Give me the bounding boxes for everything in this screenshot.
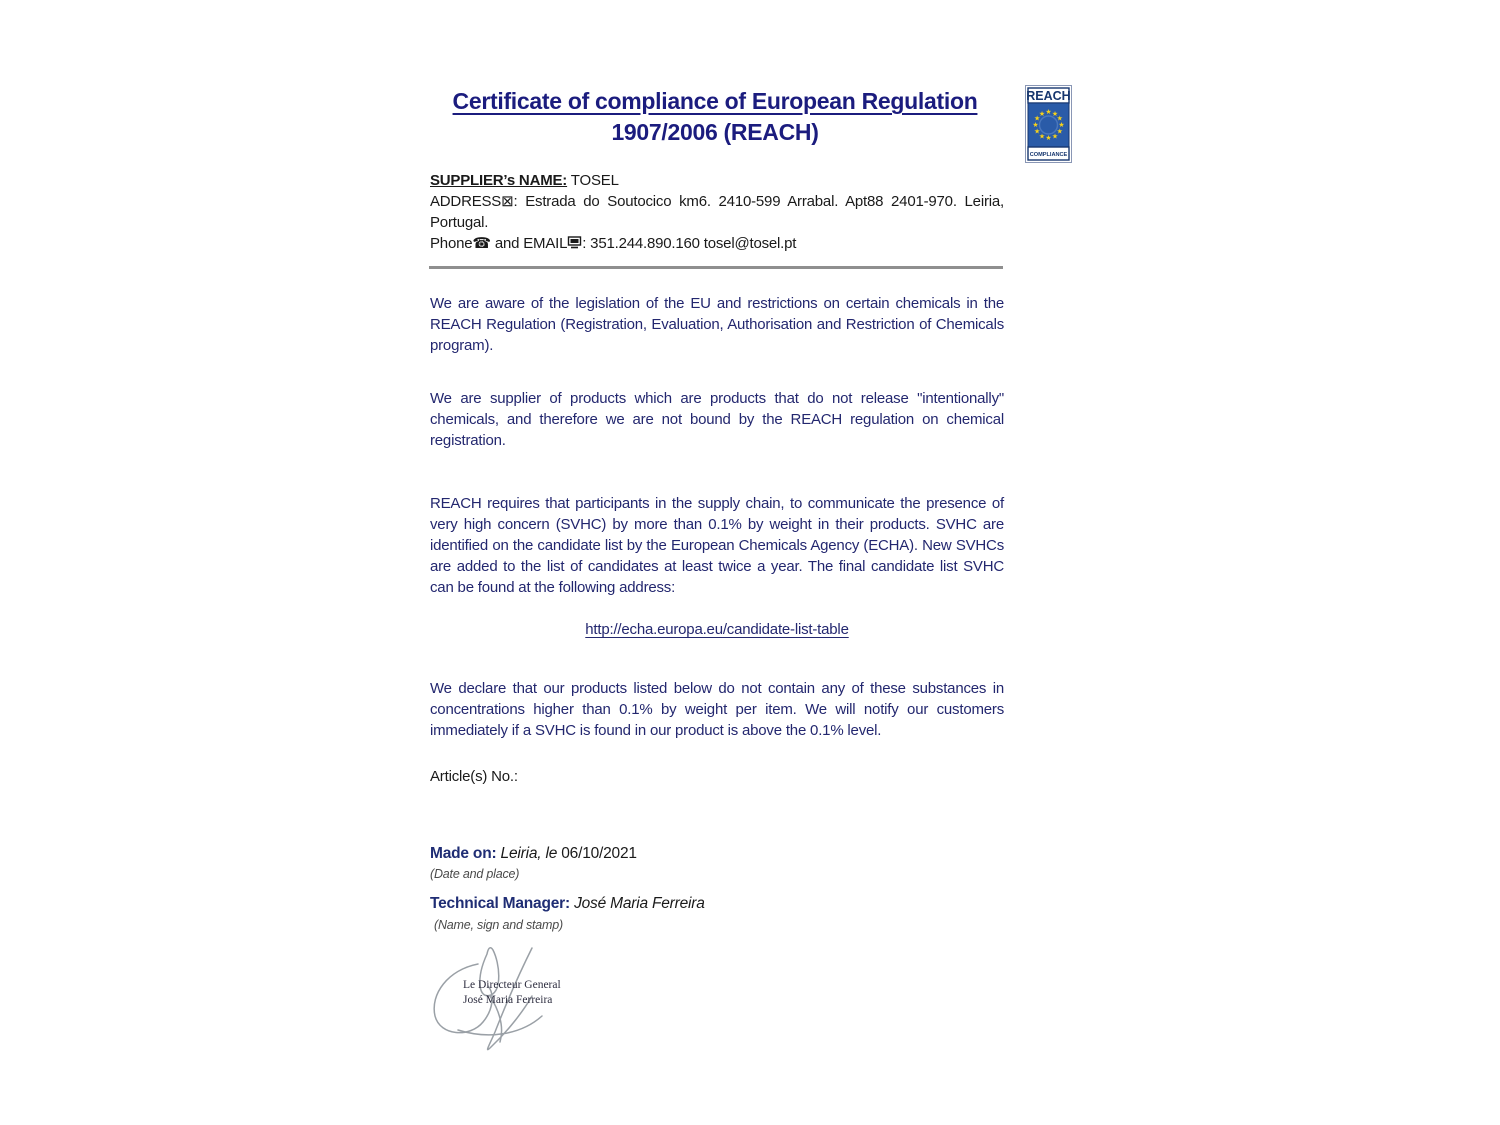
reach-logo-graphic (1025, 85, 1072, 163)
paragraph-svhc-requirements: REACH requires that participants in the supply chain, to communicate the presence of very high concern (SVHC) by more than 0.1% by weight in their products. SVHC are identified on the candidate list by the European Chemicals Agency (ECHA). New SVHCs are added to the list of candidates at least twice a year. The final candidate list SVHC can be found at the following address: (430, 495, 1004, 596)
paragraph-declaration: We declare that our products listed below do not contain any of these substances in concentrations higher than 0.1% by weight per item. We will notify our customers immediately if a SVHC is found in our product is above the 0.1% level. (430, 680, 1004, 739)
svg-text:★: ★ (1034, 127, 1041, 136)
paragraph-supplier-statement: We are supplier of products which are products that do not release "intentionally" chemicals, and therefore we are not bound by the REACH regulation on chemical registration. (430, 390, 1004, 449)
compliance-label: COMPLIANCE (1029, 152, 1068, 158)
svg-text:★: ★ (1038, 132, 1046, 141)
technical-manager-name: José Maria Ferreira (569, 895, 705, 912)
address-value: : Estrada do Soutocico km6. 2410-599 Arrabal. Apt88 2401-970. Leiria, Portugal. (430, 193, 1004, 231)
contact-value: : 351.244.890.160 tosel@tosel.pt (582, 235, 797, 252)
stamp-line-2: José Maria Ferreira (463, 994, 553, 1006)
supplier-name-label: SUPPLIER’s NAME: (430, 172, 568, 189)
article-number-label: Article(s) No.: (430, 768, 518, 785)
paragraph-reach-awareness: We are aware of the legislation of the EU and restrictions on certain chemicals in the REACH Regulation (Registration, Evaluation, Authorisation and Restriction of Chemicals program). (430, 295, 1004, 354)
supplier-name-line (430, 170, 1004, 191)
title-line-2: 1907/2006 (REACH) (611, 119, 819, 145)
reach-compliance-logo (1025, 85, 1072, 163)
supplier-info-block (430, 170, 1004, 254)
supplier-contact-line (430, 233, 1004, 254)
stamp-line-1: Le Directeur General (463, 979, 561, 991)
phone-label: Phone (430, 235, 473, 252)
email-label: and EMAIL (490, 235, 568, 252)
name-sign-stamp-note: (Name, sign and stamp) (434, 918, 563, 932)
svg-text:★: ★ (1045, 134, 1052, 142)
date-place-note: (Date and place) (430, 867, 520, 881)
stamp-text (463, 978, 643, 1008)
candidate-list-link[interactable]: http://echa.europa.eu/candidate-list-table (585, 621, 849, 638)
made-on-line (430, 845, 637, 863)
made-on-date: 06/10/2021 (557, 845, 637, 862)
document-title (415, 86, 1015, 148)
svg-text:★: ★ (1038, 109, 1046, 118)
reach-logo-label: REACH (1026, 89, 1071, 103)
title-line-1: Certificate of compliance of European Regulation (452, 88, 978, 114)
telephone-icon: ☎ (472, 235, 491, 252)
signature-block (420, 942, 650, 1057)
svg-text:★: ★ (1058, 121, 1065, 129)
made-on-place: Leiria, le (496, 845, 558, 862)
svg-text:★: ★ (1032, 121, 1039, 129)
svg-text:★: ★ (1045, 108, 1052, 116)
envelope-icon: ⊠ (501, 193, 514, 210)
section-divider (429, 266, 1003, 269)
made-on-label: Made on: (430, 845, 497, 862)
svg-text:★: ★ (1056, 114, 1063, 123)
svg-text:★: ★ (1034, 114, 1041, 123)
computer-icon (567, 236, 582, 249)
candidate-list-link-row (430, 621, 1004, 639)
svg-text:★: ★ (1056, 127, 1063, 136)
supplier-name-value: TOSEL (567, 172, 619, 189)
technical-manager-label: Technical Manager: (430, 895, 570, 912)
supplier-address-line (430, 191, 1004, 233)
address-label: ADDRESS (430, 193, 502, 210)
svg-text:★: ★ (1051, 132, 1059, 141)
svg-text:★: ★ (1051, 109, 1059, 118)
technical-manager-line (430, 895, 705, 913)
